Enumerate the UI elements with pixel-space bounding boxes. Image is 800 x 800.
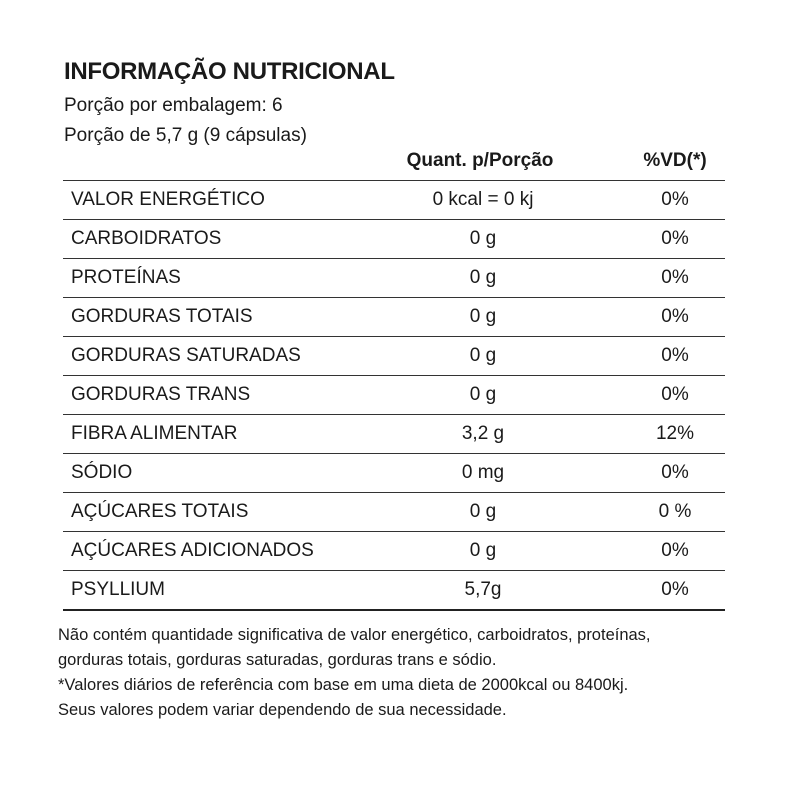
nutrition-table — [63, 180, 725, 611]
nutrient-daily-value: 0% — [661, 579, 689, 600]
serving-size: Porção de 5,7 g (9 cápsulas) — [64, 125, 307, 146]
nutrient-name: VALOR ENERGÉTICO — [71, 189, 265, 210]
nutrient-quantity: 0 kcal = 0 kj — [432, 189, 534, 210]
nutrient-name: GORDURAS TRANS — [71, 384, 251, 405]
footnote-line: Não contém quantidade significativa de valor energético, carboidratos, proteínas, — [58, 626, 651, 644]
nutrient-quantity: 0 g — [469, 228, 497, 249]
nutrient-name: GORDURAS TOTAIS — [71, 306, 253, 327]
nutrient-quantity: 0 g — [469, 384, 497, 405]
footnote-line: gorduras totais, gorduras saturadas, gorduras trans e sódio. — [58, 651, 497, 669]
footnote-line: Seus valores podem variar dependendo de sua necessidade. — [58, 701, 507, 719]
table-row — [63, 571, 725, 611]
nutrient-quantity: 0 g — [469, 540, 497, 561]
nutrient-quantity: 0 mg — [461, 462, 505, 483]
table-row — [63, 181, 725, 220]
nutrient-quantity: 0 g — [469, 345, 497, 366]
table-row — [63, 532, 725, 571]
servings-per-package: Porção por embalagem: 6 — [64, 95, 283, 116]
nutrient-quantity: 3,2 g — [461, 423, 505, 444]
nutrient-daily-value: 0% — [661, 462, 689, 483]
nutrient-quantity: 5,7g — [464, 579, 502, 600]
footnote-line: *Valores diários de referência com base em uma dieta de 2000kcal ou 8400kj. — [58, 676, 629, 694]
nutrient-daily-value: 0% — [661, 228, 689, 249]
nutrient-name: SÓDIO — [71, 462, 133, 483]
column-header-daily-value: %VD(*) — [643, 150, 707, 171]
nutrient-name: CARBOIDRATOS — [71, 228, 222, 249]
table-row — [63, 376, 725, 415]
table-row — [63, 259, 725, 298]
nutrient-daily-value: 0% — [661, 540, 689, 561]
nutrient-name: PSYLLIUM — [71, 579, 165, 600]
table-row — [63, 337, 725, 376]
nutrient-name: FIBRA ALIMENTAR — [71, 423, 238, 444]
table-row — [63, 454, 725, 493]
nutrient-name: PROTEÍNAS — [71, 267, 181, 288]
nutrient-daily-value: 0% — [661, 384, 689, 405]
nutrient-daily-value: 0% — [661, 306, 689, 327]
nutrient-name: AÇÚCARES TOTAIS — [71, 501, 249, 522]
column-header-quantity: Quant. p/Porção — [406, 150, 554, 171]
nutrient-quantity: 0 g — [469, 306, 497, 327]
table-row — [63, 220, 725, 259]
footnotes — [58, 623, 758, 723]
nutrient-quantity: 0 g — [469, 501, 497, 522]
nutrient-daily-value: 0% — [661, 189, 689, 210]
table-row — [63, 493, 725, 532]
nutrient-quantity: 0 g — [469, 267, 497, 288]
nutrient-daily-value: 12% — [655, 423, 695, 444]
label-title: INFORMAÇÃO NUTRICIONAL — [64, 58, 395, 85]
table-row — [63, 415, 725, 454]
nutrient-daily-value: 0 % — [658, 501, 692, 522]
nutrient-daily-value: 0% — [661, 345, 689, 366]
table-row — [63, 298, 725, 337]
nutrient-name: GORDURAS SATURADAS — [71, 345, 301, 366]
nutrient-name: AÇÚCARES ADICIONADOS — [71, 540, 314, 561]
nutrient-daily-value: 0% — [661, 267, 689, 288]
